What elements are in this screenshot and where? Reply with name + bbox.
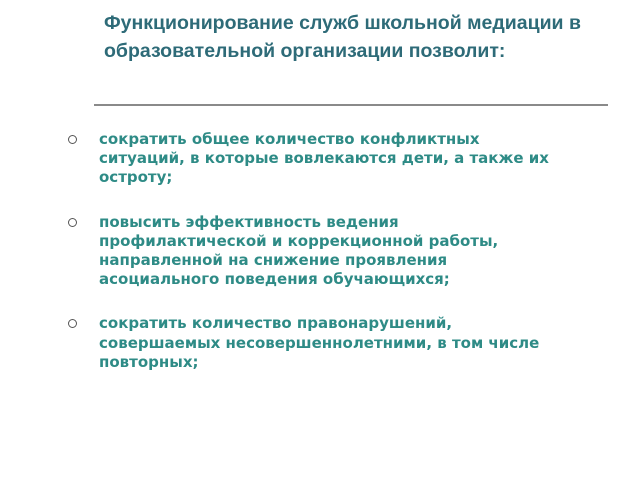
bullet-circle-icon <box>68 218 77 227</box>
bullet-list <box>0 130 640 372</box>
bullet-circle-icon <box>68 319 77 328</box>
bullet-item <box>0 213 559 290</box>
bullet-item <box>0 314 559 372</box>
bullet-text: сократить общее количество конфликтных ситуаций, в которые вовлекаются дети, а также их остроту; <box>99 130 549 187</box>
bullet-item <box>0 130 559 188</box>
bullet-text: сократить количество правонарушений, совершаемых несовершеннолетними, в том числе повторных; <box>99 314 540 371</box>
title-divider <box>94 104 608 106</box>
bullet-circle-icon <box>68 135 77 144</box>
bullet-text: повысить эффективность ведения профилактической и коррекционной работы, направленной на снижение проявления асоциального поведения обучающихся; <box>99 212 499 289</box>
slide-title: Функционирование служб школьной медиации в образовательной организации позволит: <box>104 12 581 62</box>
